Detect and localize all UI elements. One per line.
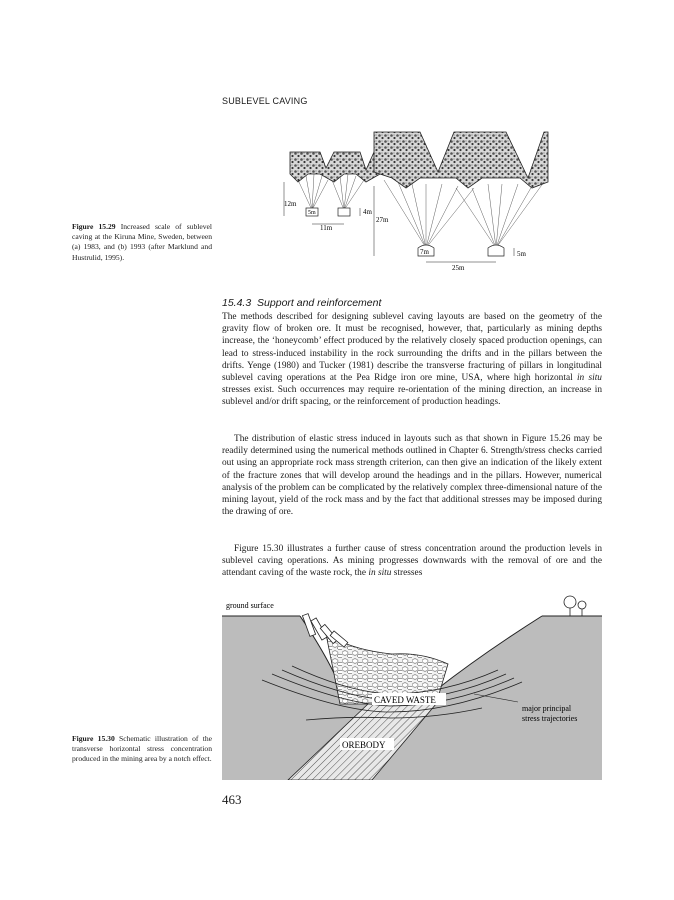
- dim-4m: 4m: [363, 208, 372, 216]
- label-orebody: OREBODY: [342, 740, 386, 750]
- label-caved-waste: CAVED WASTE: [374, 695, 436, 705]
- figure-15-29-caption-text: Increased scale of sublevel caving at the Kiruna Mine, Sweden, between (a) 1983, and (b) 1993 (after Marklund and Hustrulid, 1995).: [72, 222, 213, 262]
- dim-5m-b: 5m: [517, 250, 526, 258]
- dim-25m: 25m: [452, 264, 465, 272]
- paragraph-1: The methods described for designing sublevel caving layouts are based on the geometry of the gravity flow of broken ore. It must be recognised, however, that, particularly as mining depths increase, the ‘honeycomb’ effect produced by the relatively closely spaced production openings, can lead to stress-induced instability in the rock surrounding the drifts and in the pillars between the drifts. Yenge (1980) and Tucker (1981) describe the transverse fracturing of pillars in longitudinal sublevel caving operations at the Pea Ridge iron ore mine, USA, where high horizontal in situ stresses exist. Such occurrences may require re-orientation of the mining direction, an increase in sublevel and/or drift spacing, or the reinforcement of production headings.: [222, 312, 602, 408]
- figure-15-29-caption: [72, 222, 212, 263]
- label-stress-trajectories-2: stress trajectories: [522, 714, 578, 723]
- paragraph-2: The distribution of elastic stress induced in layouts such as that shown in Figure 15.26 may be readily determined using the numerical methods outlined in Chapter 6. Strength/stress checks carried out using an appropriate rock mass strength criterion, can then give an indication of the likely extent of the fracture zones that will develop around the headings and in the pillars. However, numerical analysis of the problem can be complicated by the relatively complex three-dimensional nature of the mining layout, yield of the rock mass and by the fact that additional stresses may be imposed during the drawing of ore.: [222, 434, 602, 518]
- figure-15-30-caption-text: Schematic illustration of the transverse horizontal stress concentration produced in the mining area by a notch effect.: [72, 734, 212, 764]
- label-ground-surface: ground surface: [226, 601, 274, 610]
- drift-1993-b: [488, 245, 504, 256]
- page-number: 463: [222, 792, 242, 807]
- figure-15-29-diagram: [270, 122, 610, 282]
- label-stress-trajectories-1: major principal: [522, 704, 572, 713]
- dim-7m: 7m: [420, 248, 429, 256]
- drift-1983-b: [338, 208, 350, 216]
- section-heading: [222, 297, 381, 309]
- section-title: Support and reinforcement: [257, 297, 382, 309]
- dim-11m: 11m: [320, 224, 333, 232]
- layout-1983: [284, 152, 380, 232]
- section-number: 15.4.3: [222, 297, 252, 309]
- paragraph-3: Figure 15.30 illustrates a further cause of stress concentration around the production levels in sublevel caving operations. As mining progresses downwards with the removal of ore and the attendant caving of the waste rock, the in situ stresses: [222, 544, 602, 579]
- figure-15-30-caption: [72, 734, 212, 765]
- figure-15-30-label: Figure 15.30: [72, 734, 115, 743]
- figure-15-29-label: Figure 15.29: [72, 222, 116, 231]
- layout-1993: [374, 132, 548, 272]
- figure-15-30-diagram: [222, 594, 602, 780]
- dim-5m: 5m: [308, 210, 316, 216]
- dim-27m: 27m: [376, 216, 389, 224]
- dim-12m: 12m: [284, 200, 297, 208]
- running-head: SUBLEVEL CAVING: [222, 96, 308, 106]
